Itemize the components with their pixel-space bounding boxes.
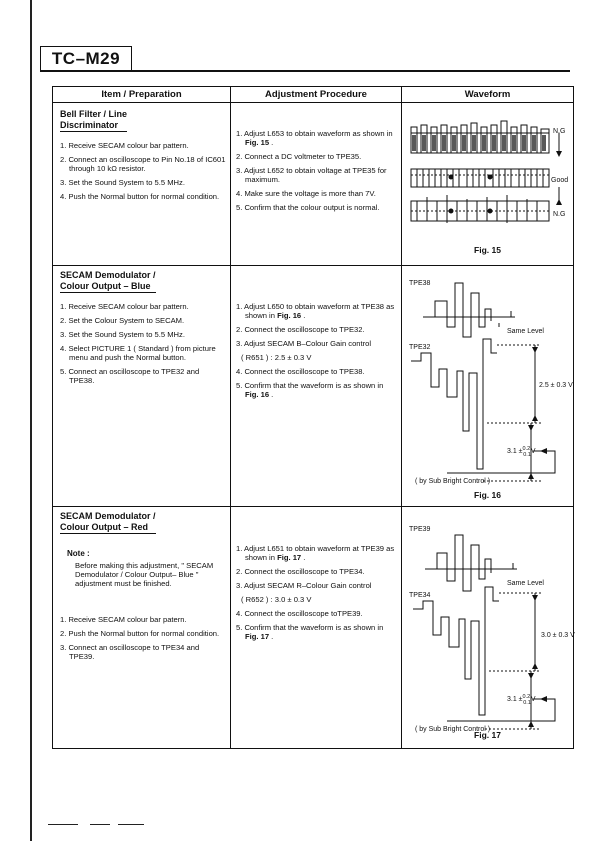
arrow-down-icon bbox=[528, 473, 534, 479]
list-item: 3. Connect an oscilloscope to TPE34 and TPE39. bbox=[60, 643, 200, 661]
arrow-down-icon bbox=[532, 415, 538, 421]
list-item: 4. Connect the oscilloscope to TPE38. bbox=[236, 367, 365, 376]
label-tpe38: TPE38 bbox=[409, 280, 431, 287]
note-title: Note : bbox=[67, 549, 90, 558]
label-good: Good bbox=[551, 177, 569, 184]
preparation-list bbox=[60, 302, 226, 390]
list-item: 4. Connect the oscilloscope toTPE39. bbox=[236, 609, 363, 618]
procedure-list bbox=[236, 302, 396, 404]
preparation-list bbox=[60, 141, 226, 206]
list-item: 5. Confirm that the waveform is as shown in Fig. 17 . bbox=[236, 623, 384, 641]
label-ng-bottom: N.G bbox=[553, 211, 566, 218]
arrow-left-icon bbox=[540, 448, 547, 454]
arrow-left-icon bbox=[540, 696, 547, 702]
arrow-up-icon bbox=[528, 425, 534, 431]
list-item: 5. Connect an oscilloscope to TPE32 and TPE38. bbox=[60, 367, 200, 385]
row-divider bbox=[53, 265, 573, 266]
section-title-secam-blue bbox=[60, 270, 156, 293]
binding-edge-line bbox=[30, 0, 32, 841]
adjustment-table bbox=[52, 86, 574, 749]
label-ng-top: N.G bbox=[553, 128, 566, 135]
procedure-list bbox=[236, 129, 396, 217]
section-title-line: SECAM Demodulator / bbox=[60, 511, 156, 521]
list-item: ( R651 ) : 2.5 ± 0.3 V bbox=[241, 353, 312, 362]
header-rule bbox=[40, 70, 570, 72]
list-item: 5. Confirm that the waveform is as shown in Fig. 16 . bbox=[236, 381, 384, 399]
label-same-level: Same Level bbox=[507, 328, 544, 335]
list-item: 2. Set the Colour System to SECAM. bbox=[60, 316, 185, 325]
arrow-up-icon bbox=[532, 347, 538, 353]
list-item: 2. Connect the oscilloscope to TPE34. bbox=[236, 567, 365, 576]
list-item: 4. Push the Normal button for normal condition. bbox=[60, 192, 220, 201]
column-divider bbox=[230, 87, 231, 748]
column-divider bbox=[401, 87, 402, 748]
model-label: TC–M29 bbox=[40, 46, 132, 72]
arrow-down-icon bbox=[532, 663, 538, 669]
list-item: 1. Receive SECAM colour bar pattern. bbox=[60, 141, 189, 150]
waveform-trace-good bbox=[411, 169, 549, 187]
list-item: 4. Select PICTURE 1 ( Standard ) from picture menu and push the Normal button. bbox=[60, 344, 216, 362]
label-voltage-1: 3.0 ± 0.3 V bbox=[541, 632, 575, 639]
label-voltage-2: 3.1 ±$^{0.2}$ 0.1V bbox=[507, 694, 536, 706]
procedure-list bbox=[236, 544, 396, 646]
arrow-down-icon bbox=[528, 721, 534, 727]
label-tpe32: TPE32 bbox=[409, 344, 431, 351]
header-adjustment-procedure: Adjustment Procedure bbox=[265, 89, 367, 100]
footer-mark bbox=[90, 824, 110, 825]
label-tpe39: TPE39 bbox=[409, 526, 431, 533]
list-item: 1. Adjust L653 to obtain waveform as shown in Fig. 15 . bbox=[236, 129, 393, 147]
list-item: 3. Adjust L652 to obtain voltage at TPE35 for maximum. bbox=[236, 166, 387, 184]
waveform-fig17 bbox=[407, 519, 575, 733]
list-item: 1. Adjust L651 to obtain waveform at TPE39 as shown in Fig. 17 . bbox=[236, 544, 395, 562]
list-item: 2. Push the Normal button for normal condition. bbox=[60, 629, 220, 638]
footer-mark bbox=[118, 824, 144, 825]
header-item-preparation: Item / Preparation bbox=[101, 89, 182, 100]
waveform-trace-tpe34 bbox=[413, 587, 499, 715]
list-item: 4. Make sure the voltage is more than 7V. bbox=[236, 189, 376, 198]
label-voltage-1: 2.5 ± 0.3 V bbox=[539, 382, 573, 389]
list-item: 1. Receive SECAM colour bar patern. bbox=[60, 615, 187, 624]
waveform-fig16 bbox=[407, 273, 571, 487]
arrow-up-icon bbox=[532, 595, 538, 601]
label-voltage-2: 3.1 ±$^{0.2}$ 0.1V bbox=[507, 446, 536, 458]
arrow-down-icon bbox=[556, 151, 562, 157]
list-item: 5. Confirm that the colour output is normal. bbox=[236, 203, 380, 212]
list-item: 3. Set the Sound System to 5.5 MHz. bbox=[60, 330, 185, 339]
label-tpe34: TPE34 bbox=[409, 592, 431, 599]
section-title-line: Discriminator bbox=[60, 120, 127, 132]
waveform-trace-tpe39 bbox=[429, 535, 513, 591]
figure-caption-17: Fig. 17 bbox=[474, 730, 501, 740]
arrow-up-icon bbox=[556, 199, 562, 205]
label-same-level: Same Level bbox=[507, 580, 544, 587]
list-item: ( R652 ) : 3.0 ± 0.3 V bbox=[241, 595, 312, 604]
section-title-bell-filter bbox=[60, 109, 127, 132]
preparation-list bbox=[60, 615, 226, 666]
section-title-line: Colour Output – Blue bbox=[60, 281, 156, 293]
waveform-trace-tpe38 bbox=[427, 283, 511, 337]
label-sub-bright-note: ( by Sub Bright Control ) bbox=[415, 478, 491, 485]
arrow-up-icon bbox=[528, 673, 534, 679]
figure-caption-16: Fig. 16 bbox=[474, 490, 501, 500]
footer-mark bbox=[48, 824, 78, 825]
header-divider bbox=[53, 102, 573, 103]
list-item: 1. Adjust L650 to obtain waveform at TPE38 as shown in Fig. 16 . bbox=[236, 302, 395, 320]
section-title-line: Bell Filter / Line bbox=[60, 109, 128, 119]
waveform-trace-ng-bottom bbox=[411, 195, 549, 223]
section-title-secam-red bbox=[60, 511, 156, 534]
waveform-fig15 bbox=[407, 113, 571, 237]
figure-caption-15: Fig. 15 bbox=[474, 245, 501, 255]
label-sub-bright-note: ( by Sub Bright Control ) bbox=[415, 726, 491, 733]
waveform-trace-tpe32 bbox=[411, 339, 497, 469]
header-waveform: Waveform bbox=[464, 89, 511, 100]
list-item: 1. Receive SECAM colour bar pattern. bbox=[60, 302, 189, 311]
row-divider bbox=[53, 506, 573, 507]
section-title-line: SECAM Demodulator / bbox=[60, 270, 156, 280]
note-body: Before making this adjustment, " SECAM Demodulator / Colour Output– Blue " adjustment must be finished. bbox=[75, 561, 214, 588]
list-item: 3. Set the Sound System to 5.5 MHz. bbox=[60, 178, 185, 187]
list-item: 3. Adjust SECAM B–Colour Gain control bbox=[236, 339, 372, 348]
list-item: 2. Connect an oscilloscope to Pin No.18 of IC601 through 10 kΩ resistor. bbox=[60, 155, 226, 173]
section-title-line: Colour Output – Red bbox=[60, 522, 156, 534]
list-item: 3. Adjust SECAM R–Colour Gain control bbox=[236, 581, 372, 590]
list-item: 2. Connect a DC voltmeter to TPE35. bbox=[236, 152, 362, 161]
list-item: 2. Connect the oscilloscope to TPE32. bbox=[236, 325, 365, 334]
